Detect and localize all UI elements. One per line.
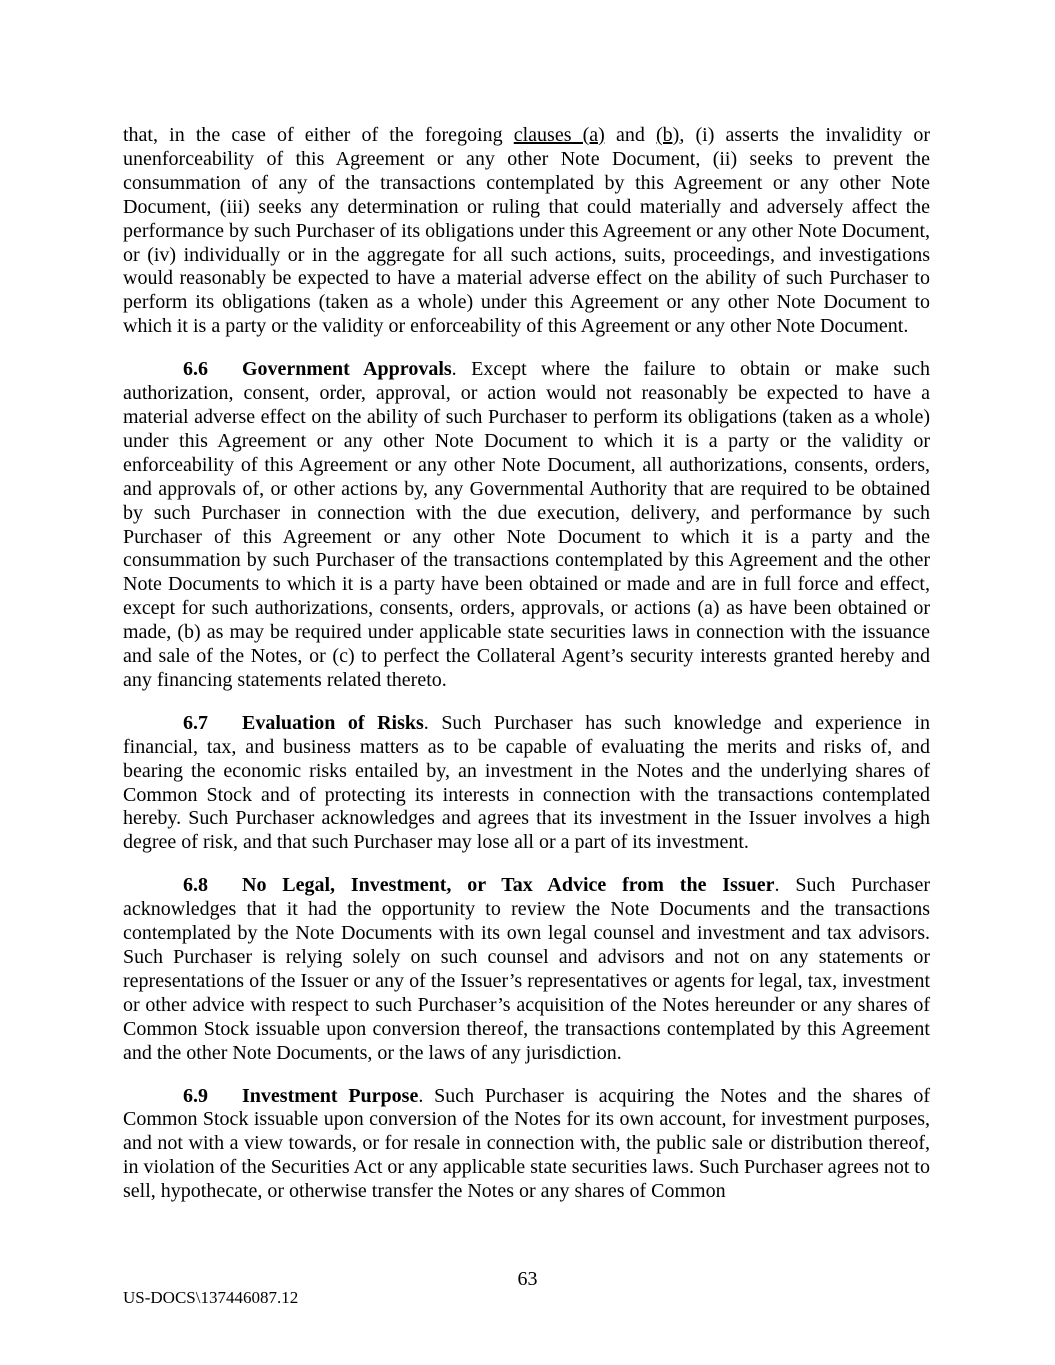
continuation-paragraph xyxy=(123,124,930,339)
section-heading-text: Evaluation of Risks xyxy=(242,711,424,734)
section-heading-text: 6.8 xyxy=(183,874,208,897)
section-6-8 xyxy=(123,874,930,1065)
section-heading-text: Investment Purpose xyxy=(242,1084,419,1107)
body-text: clauses (a) xyxy=(513,124,605,146)
page-number: 63 xyxy=(517,1268,538,1290)
body-text: . Such Purchaser is acquiring the Notes and the shares of Common Stock issuable upon conversion of the Notes for its own account, for investment purposes, and not with a view towards, or for resale in connection with, the public sale or distribution thereof, in violation of the Securities Act or any applicable state securities laws. Such Purchaser agrees not to sell, hypothecate, or otherwise transfer the Notes or any shares of Common xyxy=(123,1084,930,1203)
section-6-7 xyxy=(123,712,930,855)
body-text: that, in the case of either of the foregoing xyxy=(123,124,514,146)
body-text: and xyxy=(604,124,657,146)
body-text: . Such Purchaser has such knowledge and experience in financial, tax, and business matters as to be capable of evaluating the merits and risks of, and bearing the economic risks entailed by, an investment in the Notes and the underlying shares of Common Stock and of protecting its interests in connection with the transactions contemplated hereby. Such Purchaser acknowledges and agrees that its investment in the Issuer involves a high degree of risk, and that such Purchaser may lose all or a part of its investment. xyxy=(123,711,930,854)
section-heading-text: 6.7 xyxy=(183,711,208,734)
section-heading-text: No Legal, Investment, or Tax Advice from the Issuer xyxy=(242,874,775,897)
document-id-footer: US-DOCS\137446087.12 xyxy=(123,1288,299,1307)
section-heading-text: 6.6 xyxy=(183,358,208,381)
body-text: . Except where the failure to obtain or make such authorization, consent, order, approval, or action would not reasonably be expected to have a material adverse effect on the ability of such Purchaser to perform its obligations (taken as a whole) under this Agreement or any other Note Document to which it is a party or the validity or enforceability of this Agreement or any other Note Document, all authorizations, consents, orders, and approvals of, or other actions by, any Governmental Authority that are required to be obtained by such Purchaser in connection with the due execution, delivery, and performance by such Purchaser of this Agreement or any other Note Document to which it is a party and the consummation by such Purchaser of the transactions contemplated by this Agreement and the other Note Documents to which it is a party have been obtained or made and are in full force and effect, except for such authorizations, consents, orders, approvals, or actions (a) as have been obtained or made, (b) as may be required under applicable state securities laws in connection with the issuance and sale of the Notes, or (c) to perfect the Collateral Agent’s security interests granted hereby and any financing statements related thereto. xyxy=(123,358,930,691)
document-body xyxy=(123,124,930,1223)
paragraph-container xyxy=(123,124,930,1204)
section-heading-text: 6.9 xyxy=(183,1084,208,1107)
section-heading-text: Government Approvals xyxy=(242,358,452,381)
section-6-6 xyxy=(123,358,930,693)
body-text: (b) xyxy=(656,124,680,146)
body-text: . Such Purchaser acknowledges that it had the opportunity to review the Note Documents and the transactions contemplated by the Note Documents with its own legal counsel and investment and tax advisors. Such Purchaser is relying solely on such counsel and advisors and not on any statements or representations of the Issuer or any of the Issuer’s representatives or agents for legal, tax, investment or other advice with respect to such Purchaser’s acquisition of the Notes hereunder or any shares of Common Stock issuable upon conversion thereof, the transactions contemplated by this Agreement and the other Note Documents, or the laws of any jurisdiction. xyxy=(123,874,931,1064)
section-6-9 xyxy=(123,1085,930,1205)
body-text: , (i) asserts the invalidity or unenforceability of this Agreement or any other Note Document, (ii) seeks to prevent the consummation of any of the transactions contemplated by this Agreement or any other Note Document, (iii) seeks any determination or ruling that could materially and adversely affect the performance by such Purchaser of its obligations under this Agreement or any other Note Document, or (iv) individually or in the aggregate for all such actions, suits, proceedings, and investigations would reasonably be expected to have a material adverse effect on the ability of such Purchaser to perform its obligations (taken as a whole) under this Agreement or any other Note Document to which it is a party or the validity or enforceability of this Agreement or any other Note Document. xyxy=(123,124,931,338)
